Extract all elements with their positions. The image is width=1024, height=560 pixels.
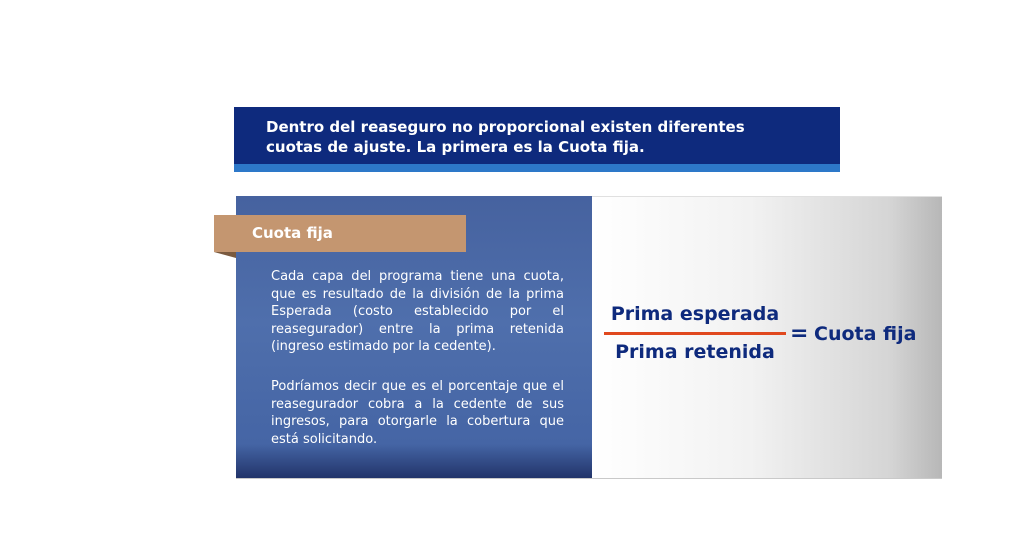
section-tag-fold bbox=[214, 252, 236, 258]
formula-denominator: Prima retenida bbox=[615, 341, 775, 363]
fraction-bar bbox=[604, 332, 786, 335]
banner-accent-stripe bbox=[234, 164, 840, 172]
description-paragraph-2: Podríamos decir que es el porcentaje que el reasegurador cobra a la cedente de sus ingresos, para otorgarle la cobertura que está solicitando. bbox=[271, 379, 564, 447]
equals-sign: = bbox=[790, 321, 809, 346]
intro-banner bbox=[234, 107, 840, 172]
formula bbox=[604, 300, 934, 370]
section-tag bbox=[214, 215, 466, 252]
section-tag-label: Cuota fija bbox=[252, 224, 333, 242]
banner-line-1: Dentro del reaseguro no proporcional existen diferentes bbox=[266, 118, 745, 136]
banner-line-2: cuotas de ajuste. La primera es la Cuota fija. bbox=[266, 138, 645, 156]
banner-text bbox=[266, 117, 826, 157]
formula-result: Cuota fija bbox=[814, 323, 917, 345]
description-paragraph-1: Cada capa del programa tiene una cuota, que es resultado de la división de la prima Esperada (costo establecido por el reasegurador) entre la prima retenida (ingreso estimado por la cedente). bbox=[271, 269, 564, 354]
formula-numerator: Prima esperada bbox=[610, 303, 780, 325]
